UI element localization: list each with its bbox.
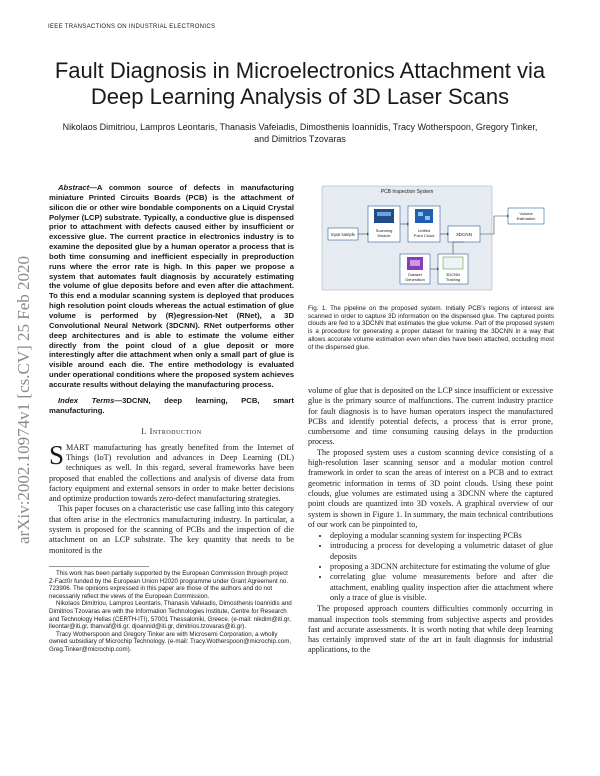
training-label-1: 3DCNN <box>446 272 460 277</box>
contribution-list <box>308 531 553 603</box>
author-list: Nikolaos Dimitriou, Lampros Leontaris, Thanasis Vafeiadis, Dimosthenis Ioannidis, Tracy Wotherspoon, Gregory Tinker, and Dimitrios Tzovaras <box>62 122 538 144</box>
intro-paragraph-1 <box>49 439 294 505</box>
scanning-label-1: Scanning <box>375 228 393 233</box>
left-column <box>49 183 294 654</box>
system-label: PCB Inspection System <box>380 189 434 195</box>
footnote: Tracy Wotherspoon and Gregory Tinker are with Microsemi Corporation, a wholly owned subsidiary of Microchip Technology. (e-mail: Tracy.Wotherspoon@microchip.com, Greg.Tinker@microchip.com). <box>49 630 292 653</box>
output-label-1: Volume <box>519 211 533 216</box>
paper-title: Fault Diagnosis in Microelectronics Attachment via Deep Learning Analysis of 3D Laser Scans <box>54 58 546 109</box>
abstract-text: —A common source of defects in manufacturing miniature Printed Circuits Boards (PCB) is the attachment of silicon die or other wire bondable components on a Liquid Crystal Polymer (LCP) substrate. Typically, a conductive glue is dispensed prior to attachment with defects caused either by insufficient or excessive glue. The current practice in electronics industry is to examine the deposited glue by a human operator a process that is both time consuming and inefficient especially in preproduction runs where the error rate is high. In this paper we propose a system that automates fault diagnosis by accurately estimating the volume of glue deposits before and even after die attachment. To this end a modular scanning system is deployed that produces high resolution point clouds whereas the actual estimation of glue volume is performed by (R)egression-Net (RNet), a 3D Convolutional Neural Network (3DCNN). RNet outperforms other deep architectures and is able to estimate the volume either directly from the point cloud of a glue deposit or more interestingly after die attachment when only a small part of glue is visible around each die. The entire methodology is evaluated under operational conditions where the proposed system achieves accurate results without delaying the manufacturing process. <box>49 183 294 389</box>
scanner-icon-detail <box>377 212 391 216</box>
right-paragraph-2: The proposed system uses a custom scanning device consisting of a high-resolution laser scanning sensor and a modular motion control framework in order to scan the areas of interest on a PCB and to extract geometric information in terms of 3D point clouds. Using these point clouds, glue volumes are estimated using a 3DCNN where the captured point clouds are quantized into 3D voxels. A graphical overview of our system is shown in Figure 1. In summary, the main technical contributions of our work can be pinpointed to, <box>308 447 553 529</box>
figure-1 <box>312 178 552 293</box>
figure-caption: Fig. 1. The pipeline on the proposed system. Initially PCB’s regions of interest are scanned in order to capture 3D information on the dispensed glue. The captured points clouds are fed to a 3DCNN that estimates the glue volume. Part of the proposed system is a procedure for generating a proper dataset for training the 3DCNN in a way that allows accurate volume estimation even when dies have been attached, occluding most of the dispensed glue. <box>308 305 554 351</box>
training-label-2: Training <box>445 277 461 282</box>
right-paragraph-3: The proposed approach counters difficulties commonly occurring in manual inspection tools stemming from subjective aspects and provides fast and accurate assessments. It is worth noting that while deep learning has certainly improved state of the art in fault diagnosis for industrial applications, to the <box>308 604 553 655</box>
intro-lead-word: MART <box>66 442 90 452</box>
output-label-2: Estimation <box>516 216 536 221</box>
arxiv-id: arXiv:2002.10974v1 [cs.CV] 25 Feb 2020 <box>14 255 33 545</box>
abstract-label: Abstract <box>58 183 90 192</box>
list-item: • deploying a modular scanning system for inspecting PCBs <box>330 531 553 541</box>
list-item: • correlating glue volume measurements before and after die attachment, enabling quality inspection after die attachment where only a trace of glue is visible. <box>330 572 553 603</box>
index-terms-text: —3DCNN, deep learning, PCB, smart manufacturing. <box>49 395 294 415</box>
section-heading-introduction: I. Introduction <box>141 427 202 437</box>
right-column <box>308 386 553 656</box>
index-terms-label: Index Terms <box>58 395 115 405</box>
board-icon-chip <box>425 216 430 220</box>
board-icon-chip <box>418 212 423 216</box>
list-item: • proposing a 3DCNN architecture for estimating the volume of glue <box>330 562 553 572</box>
footnote: Nikolaos Dimitriou, Lampros Leontaris, Thanasis Vafeiadis, Dimosthenis Ioannidis and Dimitrios Tzovaras are with the Information Technologies Institute, Centre for Research and Technology Hellas (CERTH-ITI), 57001 Thessaloniki, Greece. (e-mail: nikdim@iti.gr, lleontar@iti.gr, thanvaf@iti.gr, djoannid@iti.gr, dimitrios.tzovaras@iti.gr). <box>49 600 292 631</box>
input-label: Input sample <box>331 232 355 237</box>
board-icon <box>415 209 433 223</box>
intro-p1-text: manufacturing has greatly benefited from the Internet of Things (IoT) revolution and advances in Deep Learning (DL) techniques as well. In this regard, several frameworks have been proposed that enabled the collections and analysis of diverse data from factory equipment and external sensors in order to make better decisions and optimize production towards zero-defect manufacturing strategies. <box>49 442 294 504</box>
right-paragraph-1: volume of glue that is deposited on the LCP since insufficient or excessive glue is the primary source of malfunctions. The current industry practice for fault diagnosis is to have human operators inspect the manufactured PCBs and identify potential defects, a process that is error prone, cumbersome and time consuming causing delays in the production process. <box>308 386 553 447</box>
index-terms <box>49 396 294 416</box>
training-icon <box>443 257 463 269</box>
footnote-rule <box>49 566 149 567</box>
pointcloud-label-2: Point Cloud <box>413 233 435 238</box>
arxiv-stamp <box>8 190 40 610</box>
footnotes <box>49 570 294 654</box>
scanning-label-2: Module <box>377 233 391 238</box>
pointcloud-label-1: Unified <box>417 228 431 233</box>
footnote: This work has been partially supported by the European Commission through project Z-Fact0r funded by the European Union H2020 programme under Grant Agreement no. 723906. The opinions expressed in this paper are those of the authors and do not necessarily reflect the views of the European Commission. <box>49 569 289 600</box>
list-item: • introducing a process for developing a volumetric dataset of glue deposits <box>330 541 553 562</box>
running-header: IEEE TRANSACTIONS ON INDUSTRIAL ELECTRONICS <box>48 24 216 30</box>
intro-paragraph-2: This paper focuses on a characteristic use case falling into this category that often arise in the electronics manufacturing industry. In particular, a system is proposed for the scanning of PCBs and the inspection of die attachment on an LCP substrate. The key quantity that needs to be monitored is the <box>49 504 294 555</box>
dataset-icon-detail <box>410 260 420 266</box>
cnn-label: 3DCNN <box>456 232 472 237</box>
abstract <box>49 183 294 390</box>
dataset-label-2: Generation <box>405 277 425 282</box>
dataset-label-1: Dataset <box>408 272 422 277</box>
drop-cap: S <box>49 439 65 470</box>
